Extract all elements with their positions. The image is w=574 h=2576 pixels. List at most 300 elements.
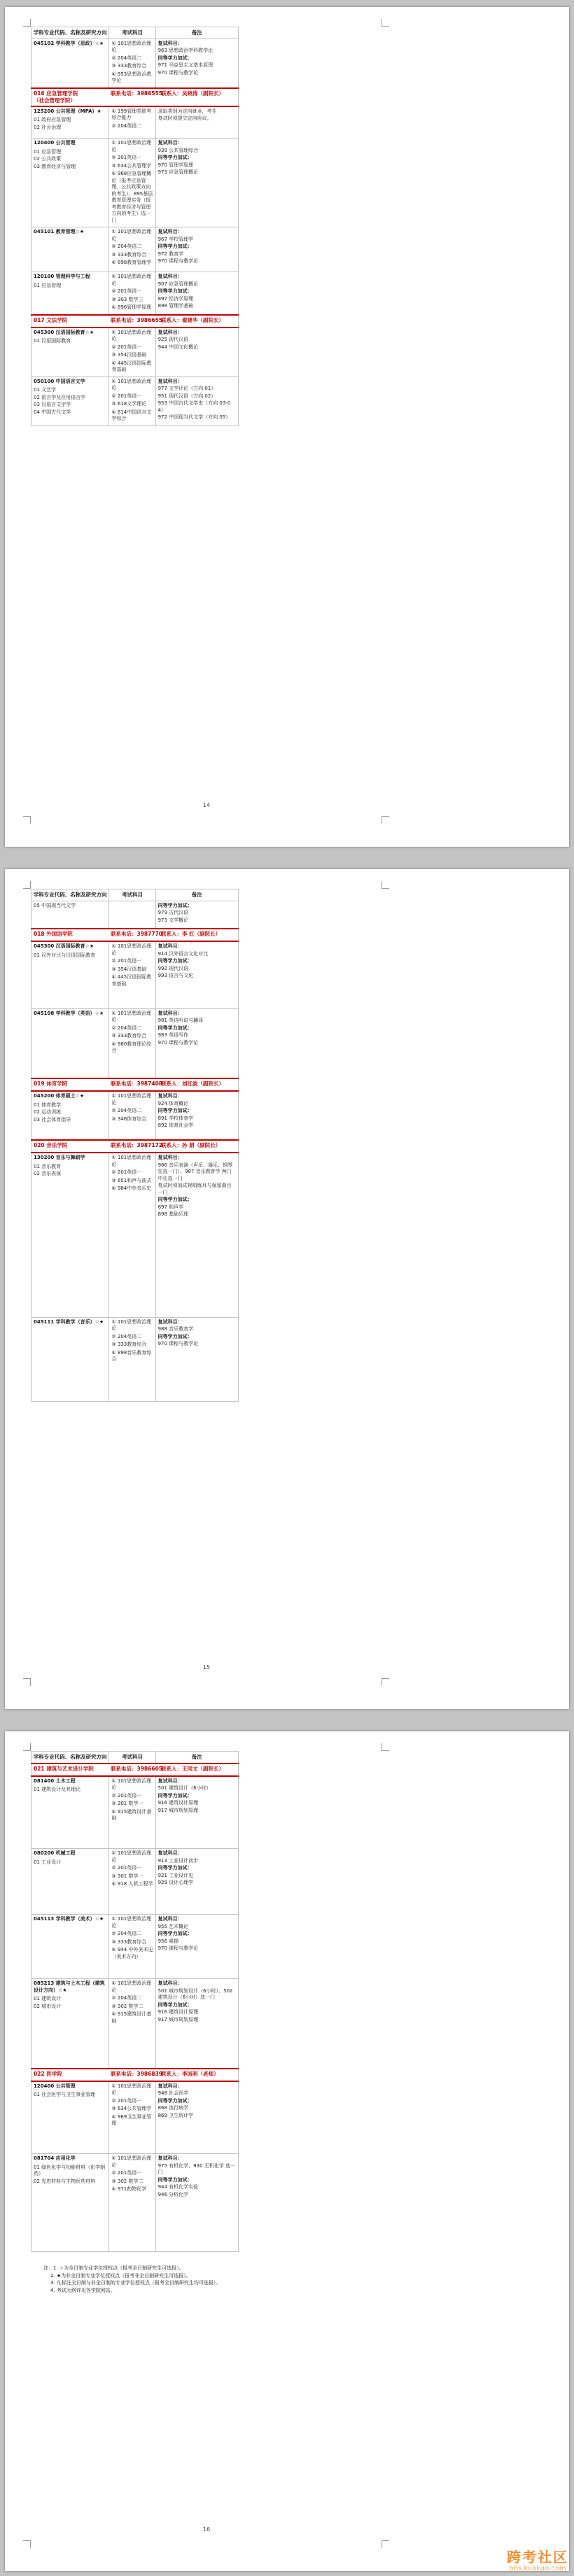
- program-row: [31, 272, 239, 315]
- note-line: 979 古代汉语: [158, 910, 189, 915]
- program-cell: [31, 1008, 109, 1078]
- note-line: 917 城市规划原理: [158, 1807, 199, 1813]
- note-line: 501 城市规划设计（6小时）、502 建筑设计（6小时）选一门: [158, 1987, 233, 2000]
- exam-item: ② 204英语二: [111, 1025, 142, 1031]
- exam-item: ② 201英语一: [111, 2097, 142, 2104]
- program-title: 045300 汉语国际教育☆★: [34, 943, 94, 949]
- admissions-table: [31, 1751, 239, 2252]
- direction-line: 02 公共政策: [34, 156, 62, 162]
- program-title: 045113 学科教学（美术）☆★: [34, 1916, 104, 1922]
- crop-mark: [23, 1678, 31, 1686]
- program-title: 120400 公共管理: [34, 140, 76, 146]
- program-row: [31, 1979, 239, 2069]
- exam-item: ① 101思想政治理论: [111, 1155, 152, 1167]
- note-line: 同等学力加试：: [158, 1025, 192, 1031]
- exam-item: ① 101思想政治理论: [111, 1778, 152, 1790]
- exam-item: ④ 898音乐教育综合: [111, 1349, 152, 1362]
- program-row: [31, 1008, 239, 1078]
- notes-cell: [155, 38, 238, 88]
- program-cell: [31, 1153, 109, 1317]
- notes-cell: [155, 1317, 238, 1401]
- direction-line: 02 社会治理: [34, 124, 62, 130]
- exam-item: ① 101思想政治理论: [111, 1093, 152, 1106]
- note-line: 972 中国现当代文学（方向 05）: [158, 414, 231, 420]
- note-line: 898 管理学基础: [158, 303, 194, 309]
- direction-line: 03 社会体育指导: [34, 1116, 71, 1122]
- exam-item: ② 201英语一: [111, 1792, 142, 1799]
- college-phone: 联系电话：3986605: [111, 1765, 163, 1772]
- college-section-content: [34, 1766, 236, 1773]
- program-row: [31, 1317, 239, 1401]
- exam-item: ① 101思想政治理论: [111, 1980, 152, 1993]
- direction-line: 01 社会医学与卫生事业管理: [34, 2092, 96, 2097]
- program-row: [31, 106, 239, 139]
- exam-item: ④ 445汉语国际教育基础: [111, 360, 152, 372]
- direction-line: 01 建筑设计: [34, 1996, 62, 2001]
- direction-line: 01 汉语国际教育: [34, 338, 71, 344]
- footnotes: [43, 2265, 372, 2294]
- watermark: [507, 2549, 568, 2573]
- exam-item: ④ 969卫生事业管理: [111, 2113, 152, 2126]
- table-header-col2: 考试科目: [109, 27, 155, 39]
- program-cell: [31, 38, 109, 88]
- exam-item: ④ 814中国语言文学综合: [111, 409, 152, 421]
- exam-item: ① 101思想政治理论: [111, 2083, 152, 2095]
- program-title: 080200 机械工程: [34, 1850, 76, 1856]
- pages-container: [0, 7, 574, 2571]
- note-line: 复试时须加试视唱练耳与保留曲目一门: [158, 1183, 232, 1195]
- exam-item: ② 201英语一: [111, 2170, 142, 2176]
- college-contact: 联系人：李园利（老师）: [161, 2070, 219, 2077]
- note-line: 973 文学概论: [158, 917, 189, 923]
- exam-cell: [109, 1153, 155, 1317]
- direction-line: 02 语言学及应用语言学: [34, 394, 86, 400]
- direction-line: 03 汉语言文字学: [34, 402, 71, 407]
- note-line: 939 公共管理综合: [158, 147, 199, 153]
- program-title: 050100 中国语言文学: [34, 378, 85, 384]
- note-line: 复试科目：: [158, 1916, 183, 1922]
- document-page-14[interactable]: [5, 7, 569, 847]
- program-title: 045111 学科教学（音乐）☆★: [34, 1318, 104, 1325]
- section-row: [31, 88, 239, 106]
- note-line: 921 工业设计史: [158, 1872, 194, 1878]
- note-line: 944 中国文化概论: [158, 344, 199, 350]
- note-line: 复试科目：: [158, 140, 183, 146]
- note-line: 复试科目：: [158, 1155, 183, 1160]
- college-name: 016 应急管理学院 （社会管理学院）: [34, 90, 78, 104]
- note-line: 956 素描: [158, 1938, 179, 1944]
- page-gap: [0, 847, 574, 869]
- exam-item: ④ 896管理学原理: [111, 304, 152, 310]
- note-line: 972 教育学: [158, 251, 184, 257]
- program-row: [31, 227, 239, 272]
- exam-item: ③ 346体育综合: [111, 1115, 147, 1122]
- note-line: 963 思想政治学科教学论: [158, 48, 214, 53]
- note-line: 970 管理学原理: [158, 162, 194, 168]
- exam-item: ③ 302 数学二: [111, 2178, 144, 2184]
- crop-mark: [382, 1743, 389, 1751]
- notes-cell: [155, 1008, 238, 1078]
- program-cell: [31, 272, 109, 315]
- college-phone: 联系电话：3986655: [111, 316, 163, 323]
- note-line: 同等学力加试：: [158, 1792, 192, 1799]
- program-cell: [31, 941, 109, 1008]
- crop-mark: [23, 19, 31, 27]
- exam-item: ③ 333教育综合: [111, 251, 147, 258]
- note-line: 983 英语写作: [158, 1032, 189, 1038]
- table-header-col3: 备注: [155, 27, 238, 39]
- footnote-line: 注：1. ☆为全日制专业学位授权点（报考全日制研究生可选报）。: [43, 2265, 184, 2271]
- note-line: 948 社会医学: [158, 2090, 189, 2096]
- program-row: [31, 38, 239, 88]
- exam-cell: [109, 901, 155, 929]
- note-line: 同等学力加试：: [158, 958, 192, 964]
- exam-item: ① 101思想政治理论: [111, 40, 152, 52]
- section-row: [31, 1764, 239, 1776]
- college-name: 017 文法学院: [34, 316, 68, 323]
- section-row: [31, 2069, 239, 2081]
- exam-cell: [109, 1776, 155, 1849]
- exam-cell: [109, 139, 155, 227]
- document-page-16[interactable]: [5, 1731, 569, 2571]
- exam-item: ④ 984中外音乐史: [111, 1185, 152, 1191]
- college-contact: 联系人：王同文（副院长）: [161, 1765, 224, 1772]
- college-contact: 联系人：李 红（副院长）: [161, 931, 221, 937]
- college-section-cell: [31, 88, 239, 106]
- note-line: 944 有机化学实验: [158, 2184, 199, 2190]
- college-section-content: [34, 1142, 236, 1149]
- crop-mark: [382, 816, 389, 824]
- exam-cell: [109, 272, 155, 315]
- exam-item: ② 204英语二: [111, 1108, 142, 1113]
- note-line: 复试时须提交定向协议。: [158, 115, 212, 121]
- exam-item: ① 101思想政治理论: [111, 229, 152, 241]
- note-line: 988 音乐教育学: [158, 1326, 194, 1332]
- note-line: 同等学力加试：: [158, 244, 192, 249]
- note-line: 复试科目：: [158, 943, 183, 949]
- note-line: 录取类别为定向就业，考生: [158, 108, 217, 114]
- document-page-15[interactable]: [5, 869, 569, 1709]
- exam-cell: [109, 1849, 155, 1915]
- college-phone: 联系电话：3986839: [111, 2070, 163, 2077]
- note-line: 992 现代汉语: [158, 965, 189, 971]
- note-line: 同等学力加试：: [158, 2001, 192, 2008]
- note-line: 同等学力加试：: [158, 902, 192, 908]
- exam-cell: [109, 2154, 155, 2252]
- college-name: 019 体育学院: [34, 1081, 68, 1087]
- footnote-line: 2. ★为非全日制专业学位授权点（报考非全日制研究生可选报）。: [50, 2272, 191, 2279]
- crop-mark: [23, 881, 31, 889]
- note-line: 913 工业设计初步: [158, 1857, 199, 1864]
- direction-line: 01 应急管理: [34, 148, 62, 155]
- note-line: 复试科目：: [158, 274, 183, 279]
- note-line: 953 中国古代文学史（方向 03-04）: [158, 400, 231, 413]
- direction-line: 02 运动训练: [34, 1109, 62, 1115]
- note-line: 981 英语听说与翻译: [158, 1018, 204, 1023]
- notes-cell: [155, 1849, 238, 1915]
- exam-item: ② 204英语二: [111, 1995, 142, 2001]
- crop-mark: [23, 1743, 31, 1751]
- notes-cell: [155, 1091, 238, 1140]
- notes-cell: [155, 1776, 238, 1849]
- direction-line: 01 应急管理: [34, 282, 62, 288]
- program-cell: [31, 2154, 109, 2252]
- college-section-cell: [31, 2069, 239, 2081]
- section-row: [31, 929, 239, 941]
- notes-cell: [155, 2081, 238, 2154]
- notes-cell: [155, 1915, 238, 1979]
- college-section-content: [34, 2071, 236, 2078]
- note-line: 复试科目：: [158, 1850, 183, 1856]
- note-line: 897 经济学原理: [158, 295, 194, 302]
- note-line: 同等学力加试：: [158, 155, 192, 160]
- table-header-col1: 学科专业代码、名称及研究方向: [31, 1752, 109, 1764]
- college-contact: 联系人：孙 娟（副院长）: [161, 1142, 221, 1148]
- exam-item: ② 204英语二: [111, 244, 142, 249]
- table-header-col3: 备注: [155, 1752, 238, 1764]
- program-title: 045101 教育管理☆★: [34, 229, 85, 234]
- section-row: [31, 1078, 239, 1091]
- note-line: 同等学力加试：: [158, 1197, 192, 1202]
- exam-item: ① 101思想政治理论: [111, 1010, 152, 1022]
- program-row: [31, 2081, 239, 2154]
- direction-line: 01 工业设计: [34, 1859, 62, 1865]
- note-line: 929 设计心理学: [158, 1880, 194, 1885]
- college-name: 021 建筑与艺术设计学院: [34, 1765, 94, 1772]
- exam-item: ② 201英语一: [111, 155, 142, 160]
- exam-item: ② 201英语一: [111, 958, 142, 964]
- exam-cell: [109, 376, 155, 425]
- exam-cell: [109, 38, 155, 88]
- program-row: [31, 1915, 239, 1979]
- exam-cell: [109, 1979, 155, 2069]
- note-line: 同等学力加试：: [158, 2176, 192, 2183]
- notes-cell: [155, 328, 238, 377]
- college-phone: 联系电话：3987408: [111, 1081, 163, 1087]
- crop-mark: [382, 881, 389, 889]
- direction-line: 01 建筑设计及其理论: [34, 1787, 81, 1792]
- note-line: 同等学力加试：: [158, 1931, 192, 1936]
- exam-item: ④ 953思想政治教学论: [111, 71, 152, 83]
- program-row: [31, 1091, 239, 1140]
- notes-cell: [155, 227, 238, 272]
- exam-item: ① 101思想政治理论: [111, 378, 152, 390]
- exam-item: ③ 354汉语基础: [111, 966, 147, 972]
- college-section-cell: [31, 929, 239, 941]
- exam-item: ① 101思想政治理论: [111, 943, 152, 956]
- program-title: 130200 音乐与舞蹈学: [34, 1155, 85, 1160]
- note-line: 897 和声学: [158, 1204, 184, 1210]
- college-phone: 联系电话：3986555: [111, 90, 163, 97]
- program-cell: [31, 2081, 109, 2154]
- note-line: 924 体育概论: [158, 1100, 189, 1106]
- college-section-content: [34, 317, 236, 324]
- college-phone: 联系电话：3987172: [111, 1142, 163, 1148]
- note-line: 914 汉外语言文化对比: [158, 950, 209, 957]
- admissions-table: [31, 889, 239, 1402]
- direction-line: 01 体育教学: [34, 1102, 62, 1108]
- note-line: 同等学力加试：: [158, 1865, 192, 1871]
- program-row: [31, 328, 239, 377]
- college-contact: 联系人：刘红波（副院长）: [161, 1081, 224, 1087]
- exam-item: ① 101思想政治理论: [111, 140, 152, 153]
- notes-cell: [155, 106, 238, 139]
- program-cell: [31, 1979, 109, 2069]
- exam-item: ① 101思想政治理论: [111, 1916, 152, 1929]
- exam-item: ② 204英语二: [111, 1931, 142, 1936]
- exam-cell: [109, 1091, 155, 1140]
- note-line: 977 文学评论（方向 01）: [158, 386, 216, 391]
- note-line: 975 有机化学、930 无机化学 选一门: [158, 2162, 235, 2175]
- program-title: 125200 公共管理（MPA）★: [34, 108, 102, 114]
- exam-item: ② 201英语一: [111, 1865, 142, 1871]
- exam-item: ③ 634公共管理学: [111, 162, 152, 169]
- direction-line: 04 中国古代文学: [34, 409, 71, 415]
- exam-item: ④ 971药物化学: [111, 2186, 147, 2192]
- note-line: 971 马克思主义基本原理: [158, 62, 214, 68]
- exam-item: ③ 333教育综合: [111, 1033, 147, 1039]
- exam-item: ④ 980教育理论综合: [111, 1041, 152, 1053]
- watermark-title: 跨考社区: [507, 2549, 568, 2566]
- program-title: 045108 学科教学（英语）☆★: [34, 1010, 104, 1016]
- college-name: 018 外国语学院: [34, 931, 73, 937]
- direction-line: 05 中国现当代文学: [34, 902, 76, 908]
- exam-cell: [109, 1915, 155, 1979]
- exam-cell: [109, 106, 155, 139]
- notes-cell: [155, 941, 238, 1008]
- program-cell: [31, 1849, 109, 1915]
- college-name: 022 医学院: [34, 2070, 62, 2077]
- note-line: 同等学力加试：: [158, 1333, 192, 1339]
- program-cell: [31, 901, 109, 929]
- note-line: 970 课程与教学论: [158, 1039, 199, 1046]
- program-row: [31, 1153, 239, 1317]
- direction-line: 02 先进材料与生物医药材料: [34, 2178, 96, 2184]
- notes-cell: [155, 272, 238, 315]
- program-cell: [31, 328, 109, 377]
- exam-item: ④ 898教育管理学: [111, 260, 152, 265]
- exam-item: ① 101思想政治理论: [111, 2155, 152, 2168]
- exam-item: ③ 301 数学一: [111, 1873, 144, 1879]
- page-number: 15: [202, 1664, 211, 1670]
- footnote-line: 3. 凡标注全日制与非全日制的专业学位授权点（报考全日制研究生均可选报）。: [50, 2280, 221, 2286]
- note-line: 复试科目：: [158, 1010, 183, 1016]
- program-cell: [31, 1091, 109, 1140]
- note-line: 同等学力加试：: [158, 288, 192, 294]
- exam-cell: [109, 1008, 155, 1078]
- note-line: 916 建筑设计原理: [158, 2009, 199, 2015]
- note-line: 917 城市规划原理: [158, 2016, 199, 2022]
- exam-item: ② 201英语一: [111, 344, 142, 350]
- exam-cell: [109, 941, 155, 1008]
- exam-item: ④ 918 人机工程学: [111, 1881, 153, 1887]
- exam-item: ② 201英语一: [111, 393, 142, 399]
- program-row: [31, 901, 239, 929]
- college-section-content: [34, 1081, 236, 1088]
- program-title: 045300 汉语国际教育☆★: [34, 329, 94, 335]
- note-line: 970 课程与教学论: [158, 1341, 199, 1346]
- exam-item: ① 101思想政治理论: [111, 1318, 152, 1331]
- college-section-content: [34, 90, 236, 104]
- college-section-cell: [31, 1140, 239, 1153]
- note-line: 951 现代汉语（方向 02）: [158, 393, 216, 399]
- crop-mark: [23, 816, 31, 824]
- exam-item: ② 204英语二: [111, 1333, 142, 1339]
- exam-item: ③ 354汉语基础: [111, 352, 147, 358]
- notes-cell: [155, 139, 238, 227]
- header-row: [31, 1752, 239, 1764]
- note-line: 复试科目：: [158, 1778, 183, 1784]
- program-title: 120100 管理科学与工程: [34, 274, 90, 279]
- section-row: [31, 315, 239, 328]
- note-line: 复试科目：: [158, 1980, 183, 1986]
- note-line: 501 建筑设计（6小时）: [158, 1785, 211, 1791]
- program-row: [31, 1849, 239, 1915]
- notes-cell: [155, 2154, 238, 2252]
- note-line: 复试科目：: [158, 1093, 183, 1099]
- exam-item: ③ 301 数学一: [111, 1801, 144, 1806]
- note-line: 973 应急管理概论: [158, 169, 199, 175]
- exam-item: ③ 333教育综合: [111, 63, 147, 69]
- exam-item: ③ 651和声与曲式: [111, 1177, 152, 1183]
- page-number: 16: [202, 2526, 211, 2533]
- footnote-line: 4. 考试大纲详见各学院网站。: [50, 2287, 115, 2293]
- table-header-col3: 备注: [155, 889, 238, 901]
- direction-line: 03 教育经济与管理: [34, 163, 76, 169]
- exam-item: ③ 634公共管理学: [111, 2106, 152, 2111]
- notes-cell: [155, 901, 238, 929]
- table-header-col1: 学科专业代码、名称及研究方向: [31, 889, 109, 901]
- college-section-cell: [31, 315, 239, 328]
- note-line: 复试科目：: [158, 378, 183, 384]
- note-line: 869 卫生统计学: [158, 2112, 194, 2118]
- exam-item: ③ 333教育综合: [111, 1938, 147, 1945]
- notes-cell: [155, 1153, 238, 1317]
- exam-item: ④ 445汉语国际教育基础: [111, 974, 152, 987]
- note-line: 868 流行病学: [158, 2105, 189, 2111]
- exam-item: ④ 915建筑设计基础: [111, 2011, 152, 2024]
- exam-item: ④ 968应急管理概论（报考应急管理、公共政策方向的考生）、895基层教育管理实务（报考教育经济与管理方向的考生）选一门: [111, 171, 153, 223]
- crop-mark: [23, 2540, 31, 2548]
- note-line: 970 课程与教学论: [158, 69, 199, 76]
- notes-cell: [155, 1979, 238, 2069]
- college-contact: 联系人：翟建华（副院长）: [161, 316, 224, 323]
- exam-item: ③ 618文学理论: [111, 401, 147, 407]
- program-row: [31, 2154, 239, 2252]
- direction-line: 01 政府应急管理: [34, 117, 71, 122]
- watermark-url: bbs.kuakao.com: [509, 2565, 566, 2573]
- program-cell: [31, 1317, 109, 1401]
- note-line: 916 建筑设计原理: [158, 1800, 199, 1806]
- program-cell: [31, 227, 109, 272]
- note-line: 892 体育社会学: [158, 1122, 194, 1128]
- direction-line: 02 城市设计: [34, 2003, 62, 2009]
- note-line: 同等学力加试：: [158, 2097, 192, 2104]
- direction-line: 01 文艺学: [34, 387, 57, 393]
- program-title: 045102 学科教学（思政）☆★: [34, 40, 104, 46]
- section-row: [31, 1140, 239, 1153]
- exam-item: ③ 333教育综合: [111, 1342, 147, 1347]
- header-row: [31, 889, 239, 901]
- note-line: 复试科目：: [158, 1318, 183, 1325]
- note-line: 复试科目：: [158, 2083, 183, 2089]
- note-line: 898 基础乐理: [158, 1211, 189, 1217]
- exam-item: ① 101思想政治理论: [111, 1850, 152, 1863]
- program-title: 081704 应用化学: [34, 2155, 76, 2161]
- college-phone: 联系电话：3987770: [111, 931, 163, 937]
- program-cell: [31, 106, 109, 139]
- table-header-col2: 考试科目: [109, 889, 155, 901]
